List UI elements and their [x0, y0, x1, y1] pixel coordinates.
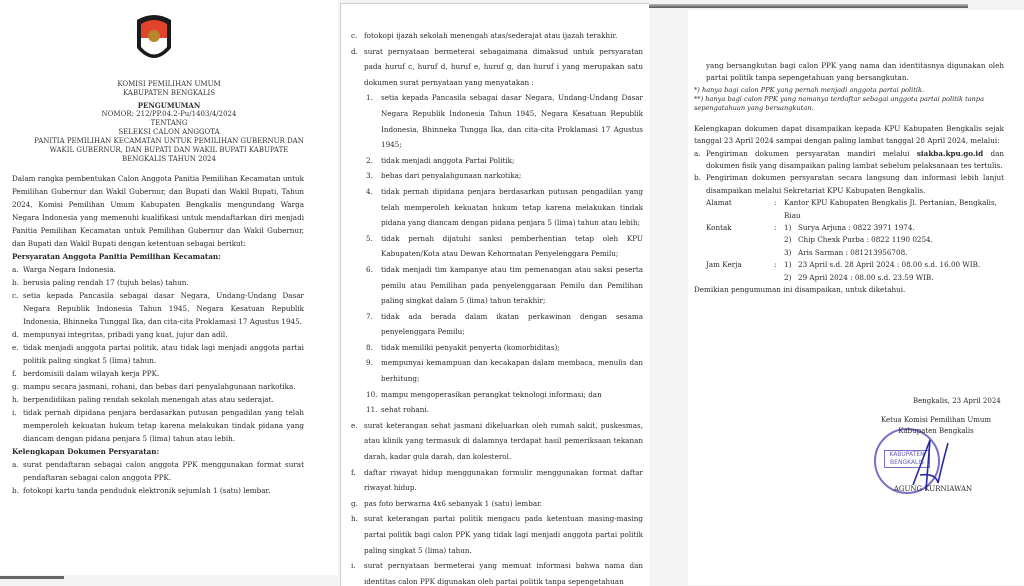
list-text: surat pernyataan bermeterai sebagaimana dimaksud untuk persyaratan pada huruf c, huruf d, huruf e, huruf g, dan huruf i yang merupakan satu dokumen surat pernyataan yang menyatakan :: [364, 46, 643, 87]
list-text: tidak memiliki penyakit penyerta (komorbiditas);: [381, 342, 560, 352]
list-marker: 8.: [366, 342, 373, 352]
documents-list-more: [351, 418, 643, 586]
list-marker: 6.: [366, 264, 373, 274]
subject-line4: BENGKALIS TAHUN 2024: [122, 155, 216, 163]
closing-text: Demikian pengumuman ini disampaikan, untuk diketahui.: [694, 285, 906, 295]
list-marker: 5.: [366, 233, 373, 243]
list-item: [366, 184, 643, 231]
list-item: [12, 380, 304, 393]
list-text: tidak pernah dipidana penjara berdasarkan putusan pengadilan yang telah memperoleh kekuatan hukum tetap karena melakukan tindak pidana yang diancam dengan pidana penjara 5 (lima) tahun atau lebih;: [381, 186, 643, 228]
list-item: [12, 458, 304, 484]
list-marker: 9.: [366, 358, 373, 368]
footnote-2: **) hanya bagi calon PPK yang namanya terdaftar sebagai anggota partai politik tanpa sepengatahuan yang bersangkutan.: [694, 94, 985, 112]
list-marker: i.: [351, 561, 356, 571]
list-text: tidak menjadi anggota Partai Politik;: [381, 155, 515, 165]
list-text: pas foto berwarna 4x6 sebanyak 1 (satu) lembar.: [364, 498, 543, 508]
method-a-text: Pengiriman dokumen persyaratan mandiri melalui siakba.kpu.go.id dan dokumen fisik yang disampaikan paling lambat sebelum pelaksanaan tes tertulis.: [706, 148, 1004, 171]
list-text: Warga Negara Indonesia.: [23, 265, 116, 274]
list-text: fotokopi ijazah sekolah menengah atas/sederajat atau ijazah terakhir.: [364, 31, 618, 40]
method-b-text: Pengiriman dokumen persyaratan secara langsung dan informasi lebih lanjut disampaikan melalui Sekretariat KPU Kabupaten Bengkalis.: [706, 173, 1004, 195]
list-text: Aris Sarman : 081213956708.: [798, 247, 908, 257]
list-text: daftar riwayat hidup menggunakan formulir menggunakan format daftar riwayat hidup.: [364, 467, 643, 493]
list-marker: e.: [12, 343, 19, 352]
list-marker: 2.: [366, 155, 373, 165]
stamp-text: KABUPATEN BENGKALIS: [884, 450, 930, 468]
hours-list: [784, 259, 1004, 284]
list-item: [366, 262, 643, 309]
list-item: [366, 355, 643, 386]
list-text: fotokopi kartu tanda penduduk elektronik sejumlah 1 (satu) lembar.: [23, 486, 271, 495]
list-marker: h.: [12, 395, 19, 404]
list-text: surat keterangan partai politik mengacu pada ketentuan masing-masing partai politik bagi calon PPK yang tidak lagi menjadi anggota partai politik paling singkat 5 (lima) tahun.: [364, 514, 643, 555]
statements-list: [351, 90, 643, 417]
list-item: [351, 28, 643, 44]
list-item: [351, 558, 643, 586]
list-marker: 1): [784, 260, 792, 270]
list-marker: g.: [12, 382, 19, 391]
document-page-3: [688, 10, 1024, 585]
list-item: [366, 340, 643, 356]
list-text: mempunyai integritas, pribadi yang kuat, jujur dan adil.: [23, 330, 228, 339]
list-marker: a.: [12, 460, 19, 469]
signer-block: [876, 415, 996, 437]
hours-label: Jam Kerja: [706, 260, 742, 270]
list-marker: e.: [351, 420, 358, 430]
method-b-marker: b.: [694, 173, 701, 183]
announcement-number: NOMOR: 212/PP.04.2-Pu/1403/4/2024: [101, 110, 237, 118]
list-marker: 3): [784, 247, 792, 257]
list-marker: b.: [12, 486, 19, 495]
list-text: bebas dari penyalahgunaan narkotika;: [381, 171, 522, 181]
list-item: [12, 393, 304, 406]
contact-row: Kontak : 1) Surya Arjuna : 0822 3971 1974. 2) Chip Chexk Purba : 0822 1190 0254. 3) Aris Sarman : 081213956708.: [694, 222, 1004, 259]
list-marker: d.: [351, 46, 358, 56]
list-marker: 4.: [366, 186, 373, 196]
list-marker: f.: [12, 369, 17, 378]
list-marker: 1): [784, 223, 792, 233]
list-item: [12, 328, 304, 341]
documents-list: [12, 458, 304, 497]
list-text: mempunyai kemampuan dan kecakapan dalam membaca, menulis dan berhitung;: [381, 358, 643, 384]
document-page-1: [0, 0, 338, 575]
list-text: setia kepada Pancasila sebagai dasar Negara, Undang-Undang Dasar Negara Republik Indonesia Tahun 1945, Negara Kesatuan Republik Indonesia, Bhinneka Tunggal Ika, dan cita-cita Proklamasi 17 Agustus 1945.: [23, 291, 304, 326]
list-item: [12, 276, 304, 289]
list-text: tidak menjadi anggota partai politik, atau tidak lagi menjadi anggota partai politik paling singkat 5 (lima) tahun.: [23, 343, 304, 365]
continuation-text: yang bersangkutan bagi calon PPK yang nama dan identitasnya digunakan oleh partai politik tanpa sepengetahuan yang bersangkutan.: [706, 61, 1004, 83]
list-marker: d.: [12, 330, 19, 339]
list-text: mampu secara jasmani, rohani, dan bebas dari penyalahgunaan narkotika.: [23, 382, 296, 391]
announcement-title: PENGUMUMAN: [137, 101, 201, 110]
subject-line2: PANITIA PEMILIHAN KECAMATAN UNTUK PEMILIHAN GUBERNUR DAN: [34, 137, 304, 145]
contact-list: [784, 222, 1004, 259]
list-marker: 7.: [366, 311, 373, 321]
list-item: [351, 44, 643, 91]
list-text: berdomisili dalam wilayah kerja PPK.: [23, 369, 160, 378]
list-text: surat pernyataan bermeterai yang memuat informasi bahwa nama dan identitas calon PPK digunakan oleh partai politik tanpa sepengetahuan: [364, 561, 643, 586]
list-text: berusia paling rendah 17 (tujuh belas) tahun.: [23, 278, 189, 287]
list-text: mampu mengoperasikan perangkat teknologi informasi; dan: [381, 389, 602, 399]
list-item: [12, 289, 304, 328]
list-text: tidak pernah dipidana penjara berdasarkan putusan pengadilan yang telah memperoleh kekuatan hukum tetap karena melakukan tindak pidana yang diancam dengan pidana penjara 5 (lima) tahun atau lebih.: [23, 408, 304, 443]
list-item: [784, 259, 1004, 271]
list-item: [351, 465, 643, 496]
signer-name: AGUNG KURNIAWAN: [893, 485, 973, 493]
page-edge: [0, 576, 64, 579]
list-text: tidak pernah dijatuhi sanksi pemberhentian tetap oleh KPU Kabupaten/Kota atau Dewan Kehormatan Penyelenggara Pemilu;: [381, 233, 643, 259]
list-item: [366, 90, 643, 152]
list-text: surat keterangan sehat jasmani dikeluarkan oleh rumah sakit, puskesmas, atau klinik yang termasuk di dalamnya terdapat hasil pemeriksaan tekanan darah, kadar gula darah, dan kolesterol.: [364, 420, 643, 462]
hours-row: Jam Kerja : 1) 23 April s.d. 28 April 2024 : 08.00 s.d. 16.00 WIB. 2) 29 April 2024 : 08.00 s.d. 23.59 WIB.: [694, 259, 1004, 284]
place-date: Bengkalis, 23 April 2024: [913, 397, 1001, 405]
subject-line1: SELEKSI CALON ANGGOTA: [118, 128, 220, 136]
list-item: [366, 168, 643, 184]
signer-title-1: Ketua Komisi Pemilihan Umum: [880, 416, 992, 424]
signer-title-2: Kabupaten Bengkalis: [898, 427, 974, 435]
list-text: surat pendaftaran sebagai calon anggota PPK menggunakan format surat pendaftaran sebagai calon anggota PPK.: [23, 460, 304, 482]
list-item: [351, 418, 643, 465]
list-marker: 10.: [366, 389, 378, 399]
list-item: [12, 263, 304, 276]
address-label: Alamat: [706, 198, 732, 208]
list-item: [784, 222, 1004, 234]
list-item: [351, 496, 643, 512]
requirements-heading: Persyaratan Anggota Panitia Pemilihan Kecamatan:: [12, 252, 221, 261]
kpu-logo-icon: [133, 12, 175, 64]
address-row: Alamat : Kantor KPU Kabupaten Bengkalis Jl. Pertanian, Bengkalis, Riau: [694, 197, 1004, 222]
tentang-label: TENTANG: [150, 119, 188, 127]
document-page-2: [340, 3, 649, 586]
subject-line3: WAKIL GUBERNUR, DAN BUPATI DAN WAKIL BUPATI KABUPATE: [49, 146, 289, 154]
list-text: sehat rohani.: [381, 405, 429, 415]
list-item: [784, 247, 1004, 259]
list-item: [12, 367, 304, 380]
list-item: [784, 234, 1004, 246]
list-marker: c.: [12, 291, 19, 300]
documents-heading: Kelengkapan Dokumen Persyaratan:: [12, 447, 160, 456]
list-marker: a.: [12, 265, 19, 274]
list-marker: f.: [351, 467, 356, 477]
list-item: [12, 406, 304, 445]
siakba-link[interactable]: siakba.kpu.go.id: [916, 148, 984, 158]
list-item: [366, 402, 643, 418]
method-a-marker: a.: [694, 148, 701, 158]
list-item: [366, 231, 643, 262]
list-item: [366, 153, 643, 169]
list-text: 29 April 2024 : 08.00 s.d. 23.59 WIB.: [798, 272, 934, 282]
list-text: setia kepada Pancasila sebagai dasar Negara, Undang-Undang Dasar Negara Republik Indonesia Tahun 1945, Negara Kesatuan Republik Indonesia, Bhinneka Tungga Ika, dan cita-cita Proklamasi 17 Agustus 1945;: [381, 93, 643, 150]
list-marker: b.: [12, 278, 19, 287]
list-marker: 11.: [366, 405, 378, 415]
list-marker: 2): [784, 272, 792, 282]
list-text: Surya Arjuna : 0822 3971 1974.: [798, 223, 915, 233]
list-item: [12, 484, 304, 497]
list-item: [366, 387, 643, 403]
address-value: Kantor KPU Kabupaten Bengkalis Jl. Pertanian, Bengkalis, Riau: [784, 198, 997, 220]
org-name-line2: KABUPATEN BENGKALIS: [122, 89, 216, 97]
list-marker: c.: [351, 31, 358, 40]
list-text: tidak ada berada dalam ikatan perkawinan dengan sesama penyelenggara Pemilu;: [381, 311, 643, 337]
documents-list-continued: [351, 28, 643, 90]
requirements-list: [12, 263, 304, 445]
list-marker: 1.: [366, 93, 373, 103]
page-edge-shadow: [648, 4, 968, 8]
list-marker: i.: [12, 408, 17, 417]
footnote-1: *) hanya bagi calon PPK yang pernah menjadi anggota partai politik.: [694, 85, 925, 94]
list-item: [366, 309, 643, 340]
list-item: [351, 511, 643, 558]
list-item: [784, 272, 1004, 284]
list-text: 23 April s.d. 28 April 2024 : 08.00 s.d. 16.00 WIB.: [798, 260, 981, 270]
list-marker: h.: [351, 514, 358, 524]
list-marker: 2): [784, 235, 792, 245]
list-text: berpendidikan paling rendah sekolah menengah atas atau sederajat.: [23, 395, 274, 404]
list-marker: 3.: [366, 171, 373, 181]
list-text: tidak menjadi tim kampanye atau tim pemenangan atau saksi peserta pemilu atau Pemilihan pada penyelenggaraan Pemilu dan Pemilihan paling singkat dalam 5 (lima) tahun terakhir;: [381, 264, 643, 306]
org-name-line1: KOMISI PEMILIHAN UMUM: [117, 80, 221, 88]
list-text: Chip Chexk Purba : 0822 1190 0254.: [798, 235, 933, 245]
contact-label: Kontak: [706, 223, 732, 233]
intro-paragraph: Dalam rangka pembentukan Calon Anggota Panitia Pemilihan Kecamatan untuk Pemilihan Gubernur dan Wakil Gubernur, dan Bupati dan Wakil Bupati, Tahun 2024, Komisi Pemilihan Umum Kabupaten Bengkalis mengundang Warga Negara Indonesia yang memenuhi kualifikasi untuk mendaftarkan diri menjadi Panitia Pemilihan Kecamatan untuk Pemilihan Gubernur dan Wakil Gubernur, dan Bupati dan Wakil Bupati dengan ketentuan sebagai berikut:: [12, 174, 304, 248]
submission-paragraph: Kelengkapan dokumen dapat disampaikan kepada KPU Kabupaten Bengkalis sejak tanggal 23 April 2024 sampai dengan paling lambat tanggal 28 April 2024, melalui:: [694, 123, 1004, 146]
list-marker: g.: [351, 498, 358, 508]
list-item: [12, 341, 304, 367]
